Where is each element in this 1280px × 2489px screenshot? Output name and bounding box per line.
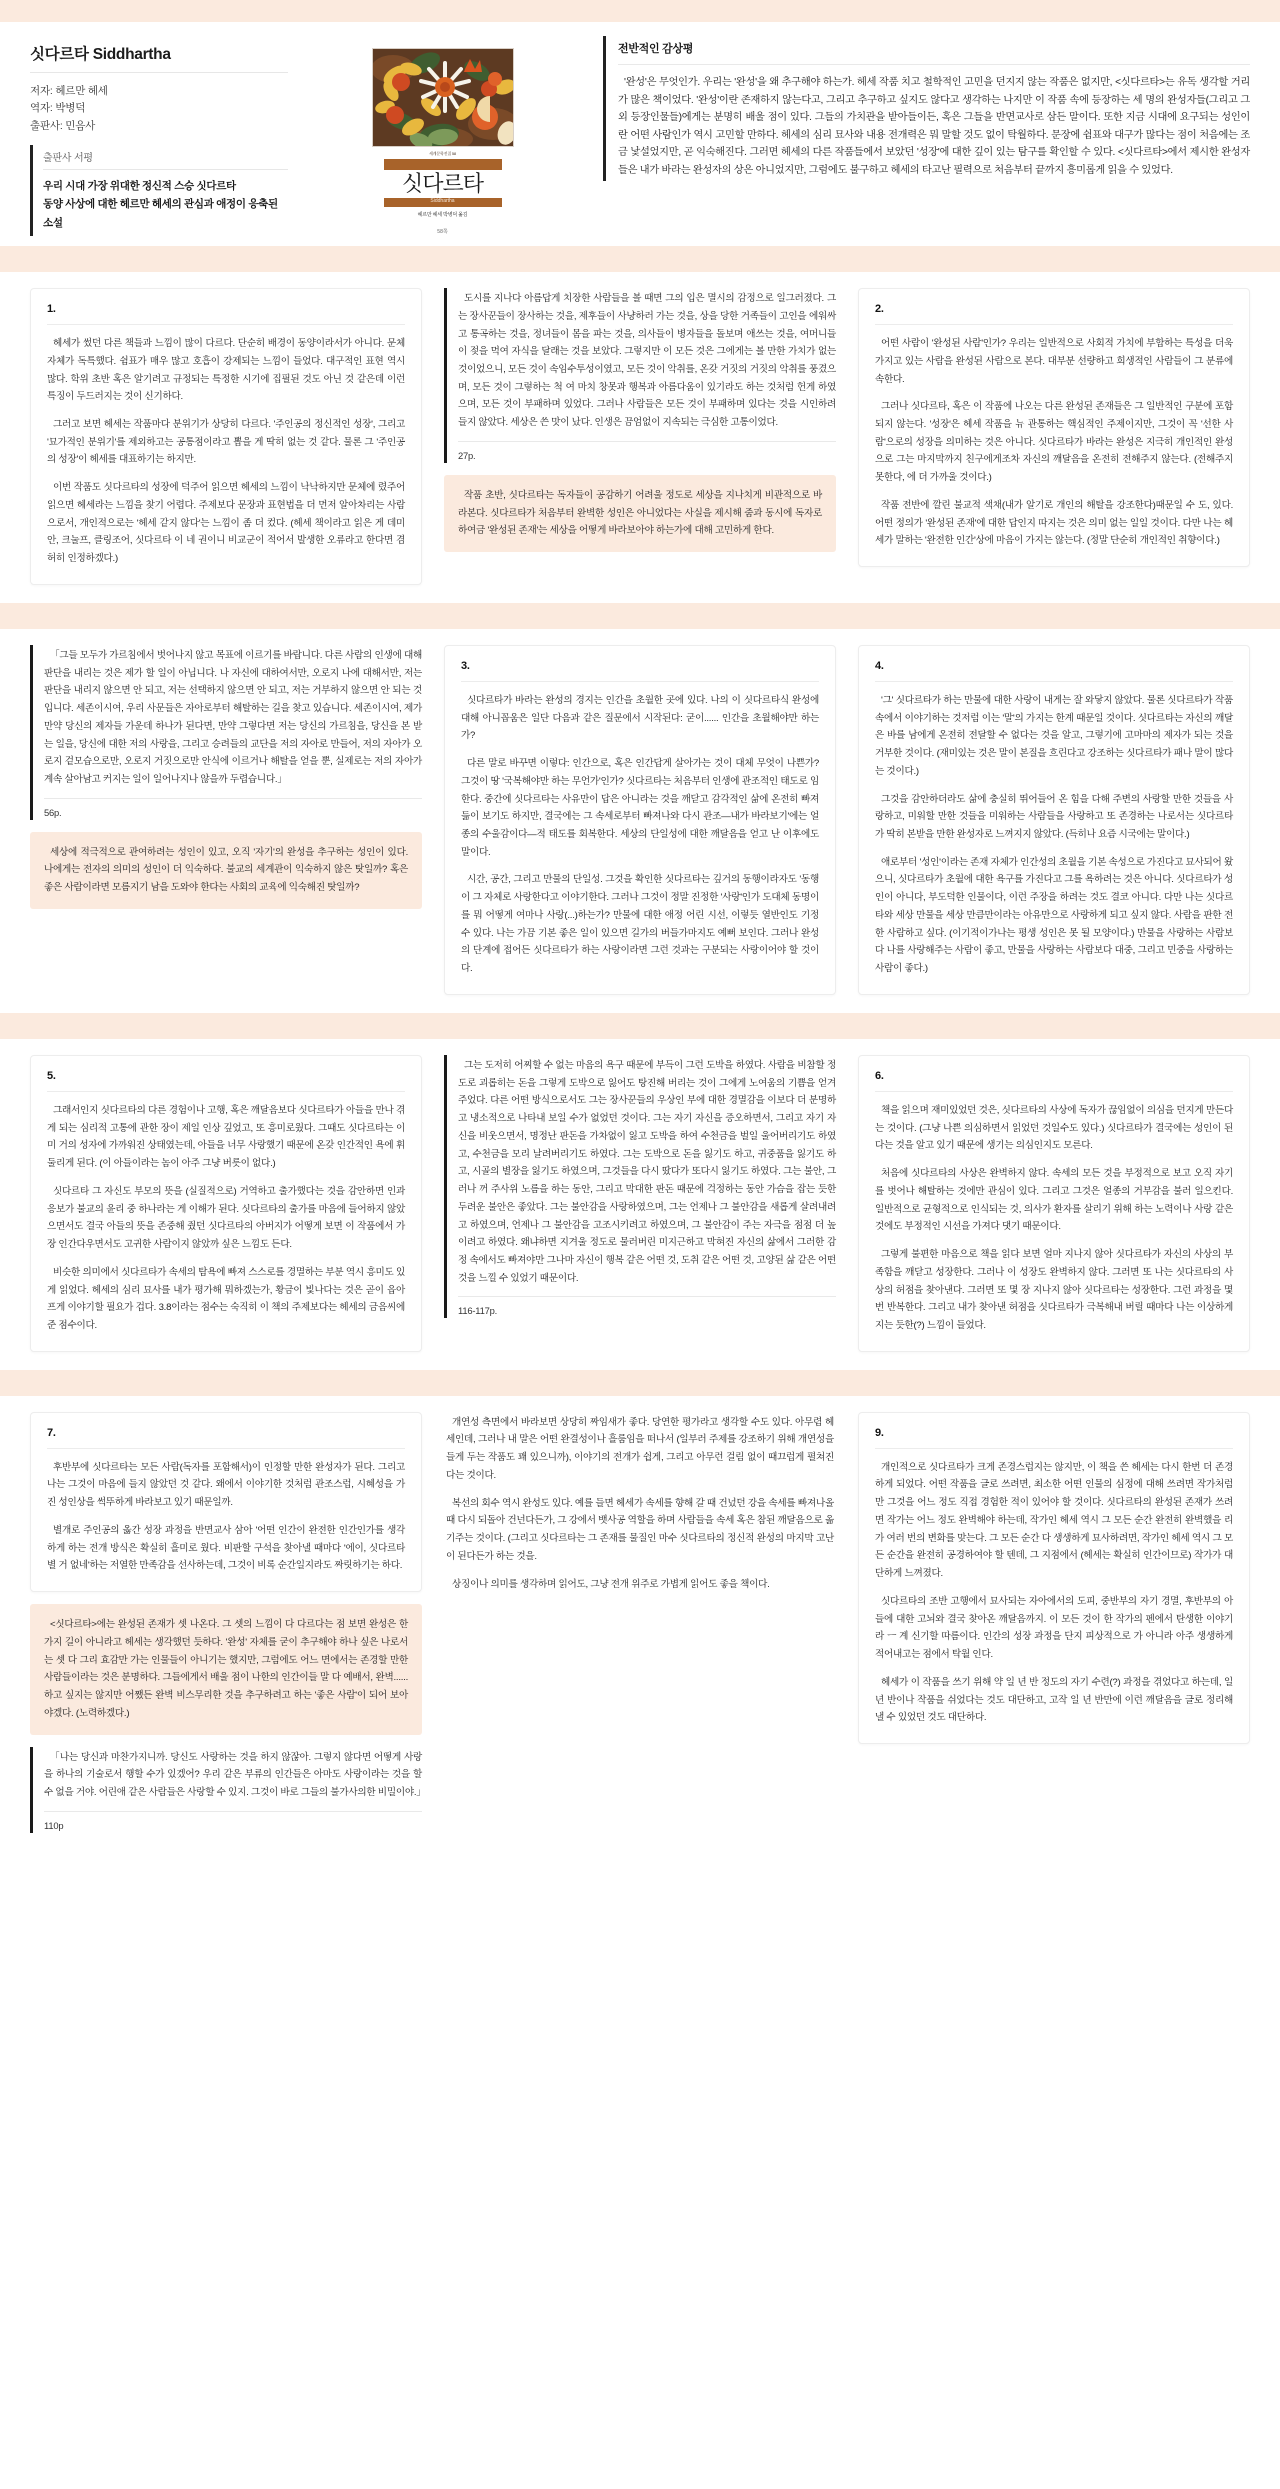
notes-column: [858, 645, 1250, 995]
note-card: [30, 288, 422, 585]
notes-column: [444, 1412, 836, 1596]
note-card: [858, 1412, 1250, 1744]
book-translator: 역자: 박병덕: [30, 102, 86, 115]
note-number: 4.: [875, 659, 884, 672]
book-excerpt-quote: [30, 1747, 426, 1833]
cover-artwork-icon: [372, 48, 514, 147]
publisher-review-line-2: 동양 사상에 대한 헤르만 헤세의 관심과 애정이 응축된 소설: [43, 198, 278, 229]
plain-note: [444, 1412, 836, 1596]
note-card: [858, 1055, 1250, 1352]
note-paragraph: 다른 말로 바꾸면 이렇다: 인간으로, 혹은 인간답게 살아가는 것이 대체 무엇이 나쁜가? 그것이 땅 '국복해야만 하는 무언가'인가? 싯다르타는 처음부터 인생에 관조적인 태도로 임한다. 중간에 싯다르타는 사유만이 답은 아니라는 것을 깨닫고 감각적인 삶에 온전히 빠져듦이 보기도 하지만, 결국에는 그 속세로부터 빠져나와 다시 관조—내가 바라보기'에는 얼종의 수울감이다—적 태도를 회복한다. 세상의 단일성에 대한 깨달음을 얻고 난 이후에도 말이다.: [461, 758, 819, 858]
note-paragraph: 비슷한 의미에서 싯다르타가 속세의 탐욕에 빠져 스스로를 경멸하는 부분 역시 흥미도 있게 읽었다. 헤세의 심리 묘사를 내가 평가해 뭐하겠는가, 황금이 빛나다는 것은 곧이 읍아프게 이야기할 필요가 겁다. 3.8이라는 점수는 숙직히 이 책의 주제보다는 헤세의 금음씨에 준 점수이다.: [47, 1266, 405, 1331]
highlighted-commentary: [30, 832, 422, 909]
note-card: [858, 288, 1250, 567]
note-paragraph: 별개로 주인공의 옳간 성장 과정을 반면교사 삼아 '어떤 인간이 완전한 인간인가를 생각하게 하는 전개 방식은 확실히 흘미로 웠다. 비판할 구석을 찾아낼 때마다 '에이, 싯다르타 별 거 없네'하는 저열한 만족감을 선사하는데, 그것이 비록 순간일지라도 짜릿하기는 하다.: [47, 1524, 405, 1572]
cover-price: 58쪽: [437, 229, 448, 236]
note-paragraph: 그렇게 불편한 마음으로 책을 읽다 보면 얼마 지나지 않아 싯다르타가 자신의 사상의 부족함을 깨닫고 성장한다. 그러나 이 성장도 완벽하지 않다. 그러면 또 나는 싯다르타의 사상의 허점을 찾아낸다. 그러면 또 몇 장 지나지 않아 싯다르타는 성장한다. 그런 과정을 몇 번 반복한다. 그리고 내가 찾아낸 허점을 싯다르타가 극복해내 버릴 때마다 나는 이상하게 지는 듯한(?) 느낌이 들었다.: [875, 1249, 1233, 1331]
note-paragraph: 처음에 싯다르타의 사상은 완벽하지 않다. 속세의 모든 것을 부정적으로 보고 오직 자기를 벗어나 해탈하는 것에만 관심이 있다. 그리고 그것은 얼종의 거부감을 불러 일으킨다. 일반적으로 균형적으로 인식되는 것, 의사가 환자를 살리기 위해 하는 노력이나 사랑 같은 것에도 부정적인 시선을 가져다 댓기 때문이다.: [875, 1168, 1233, 1233]
note-paragraph: 상징이나 의미를 생각하며 읽어도, 그냥 전개 위주로 가볍게 읽어도 좋을 책이다.: [452, 1578, 770, 1590]
note-number: 2.: [875, 303, 884, 316]
notes-column: [30, 645, 422, 909]
note-card: [30, 1412, 422, 1592]
cover-romanized-title: Siddhartha: [430, 198, 455, 205]
page-ref-divider: [458, 1296, 836, 1297]
book-excerpt-quote: [444, 288, 836, 463]
notes-row: [0, 272, 1280, 603]
note-paragraph: 「그들 모두가 가르침에서 벗어나지 않고 목표에 이르기를 바랍니다. 다른 사람의 인생에 대해 판단을 내리는 것은 제가 할 일이 아닙니다. 나 자신에 대하여서만, 오로지 나에 대해서만, 저는 판단을 내리지 않으면 안 되고, 저는 선택하지 않으면 안 되고, 저는 거부하지 않으면 안 되는 것입니다. 세존이시여, 우리 사문들은 자아로부터 해탈하는 길을 찾고 있습니다. 세존이시여, 제가 만약 당신의 제자들 가운데 하나가 된다면, 만약 그렇다면 저는 당신의 가르침을, 당신을 본 받는 일을, 당신에 대한 저의 사랑을, 그리고 승려들의 교단을 저의 자아로 만들어, 저의 자아가 오로지 겉모습으로만, 오로지 거짓으로만 안식에 이르거나 해탈을 얻을 뿐, 실제로는 저의 자아가 계속 살아남고 커지는 일이 일어나지나 않을까 두렵습니다.」: [44, 649, 422, 786]
note-paragraph: 책을 읽으며 재미있었던 것은, 싯다르타의 사상에 독자가 끊임없이 의심을 던지게 만든다는 것이다. (그냥 나쁜 의심하면서 읽었던 것일수도 있다.) 싯다르타가 결국에는 성인이 된다는 것을 알고 있기 때문에 생기는 의심인지도 모른다.: [875, 1104, 1233, 1152]
notes-column: [444, 645, 836, 995]
note-divider: [47, 1448, 405, 1449]
row-accent-band: [0, 246, 1280, 272]
notes-rows-root: [0, 246, 1280, 1851]
note-paragraph: 그는 도저히 어찌할 수 없는 마음의 욕구 때문에 부득이 그런 도박을 하였다. 사람을 비참할 정도로 괴롭히는 돈을 그렇게 도박으로 잃어도 탕진해 버리는 것이 그에게 노여움의 기쁨을 얻겨주었다. 다른 어떤 방식으로서도 그는 장사꾼들의 우상인 부에 대한 경멸감을 이보다 더 분명하고 냉소적으로 나타내 보일 수가 없었던 것이다. 그는 자기 자신을 증오하면서, 그리고 자기 자신을 비웃으면서, 명정난 판돈을 가차없이 잃고 도박을 하여 수천금을 벌일 울어버리기도 하였고, 수천금을 모리 날려버리기도 하였다. 그는 도박으로 돈을 잃기도 하고, 귀중품을 잃기도 하고, 시골의 별장을 잃기도 하였으며, 그것들을 다시 땄다가 또다시 잃기도 하였다. 그는 불안, 그러나 꺼 주사위 노름을 하는 동안, 그리고 막대한 판돈 때문에 걱정하는 동안 가슴을 잡는 듯한 두려운 불안은 좋았다. 그는 불안감을 사랑하였으며, 그는 언제나 그 불안감을 새롭게 살려내려고 하였으며, 언제나 그 불안감을 고조시키려고 하였으며, 그 불안감이 주는 자극을 점점 더 높이려고 하였다. 왜냐하면 지겨울 정도로 물러버린 미지근하고 막혀진 자신의 삶에서 그러한 감정 속에서도 빠져야만 그나마 자신이 행복 같은 어떤 것, 도취 같은 어떤 것, 고양된 삶 같은 어떤 것을 느낄 수 있었기 때문이다.: [458, 1059, 836, 1284]
book-cover-panel: [300, 36, 585, 235]
note-paragraph: 개연성 측면에서 바라보면 상당히 짜임새가 좋다. 당연한 평가라고 생각할 수도 있다. 아무렴 헤세인데, 그러나 내 말은 어떤 완결성이나 흘룸임을 떠나서 (일부러 주제를 강조하기 위해 개연성을 들게 두는 작품도 꽤 있으니까), 이야기의 전개가 쉽게, 그리고 아무런 걸림 없이 때끄럽게 펼쳐진다는 것이다.: [446, 1416, 834, 1481]
note-paragraph: '그' 싯다르타가 하는 만물에 대한 사랑이 내게는 잘 와닿지 않았다. 물론 싯다르타가 작품 속에서 이야기하는 것저럼 이는 '말'의 가지는 한계 때문일 것이다. 싯다르타는 자신의 깨달은 바를 남에게 온전히 전달할 수 없다는 것을 알고, 그렇기에 고마마의 제자가 되는 것을 거부한 것이다. (재미있는 것은 말이 본질을 흐린다고 강조하는 싯다르타가 패나 말이 많다는 것이다.): [875, 694, 1233, 777]
note-paragraph: 도시를 지나다 아름답게 치장한 사람들을 볼 때면 그의 입은 멸시의 감정으로 일그러졌다. 그는 장사꾼들이 장사하는 것을, 제후들이 사냥하러 가는 것을, 상을 당한 거족들이 고인을 에워싸고 통곡하는 것을, 정녀들이 몸을 파는 것을, 의사들이 병자들을 돌보며 애쓰는 것을, 여머니들이 젖을 먹여 자식을 달래는 것을 보았다. 그렇지만 이 모든 것은 그에게는 볼 만한 가치가 없는 것이었으니, 모든 것이 속임수투성이였고, 모든 것이 악취를, 온갖 거짓의 거짓의 악취를 풍겼으며, 모든 것이 그렇하는 척 여 마치 창못과 행복과 아름다움이 있기라도 하는 것처럼 헌게 하였으며, 모든 것이 부패하며 있었다. 그러나 사람들은 모든 것이 부패하며 있다는 것을 시인하려 들지 않았다. 세상은 쓴 맛이 났다. 인생은 끔엄없이 지속되는 극심한 고통이었다.: [458, 293, 836, 429]
cover-korean-title: 싯다르타: [401, 171, 483, 196]
highlighted-commentary: [30, 1604, 422, 1734]
note-paragraph: 싯다르타 그 자신도 부모의 뜻을 (실질적으로) 거역하고 출가했다는 것을 감안하면 인과응보가 불교의 윤리 중 하나라는 게 이해가 된다. 싯다르타의 출가를 마음에 들어하지 않았으면서도 결국 아들의 뜻을 존중해 줬던 싯다르타의 아버지가 어떻게 보면 이 작품에서 가장 인간다우면서도 고귀한 사람이지 않았까 싶은 느낌도 든다.: [47, 1185, 405, 1251]
notes-row: [0, 629, 1280, 1013]
notes-column: [858, 288, 1250, 567]
page-ref-divider: [44, 798, 422, 799]
note-number: 6.: [875, 1069, 884, 1082]
note-number: 5.: [47, 1069, 56, 1082]
notes-column: [858, 1412, 1250, 1744]
note-paragraph: 싯다르타의 조반 고행에서 묘사되는 자아에서의 도피, 중반부의 자기 경멸, 후반부의 아들에 대한 고뇌와 결국 찾아온 깨달음까지. 이 모든 것이 한 작가의 펜에서 탄생한 이야기라 ㅡ 계 신기할 따름이다. 인간의 성장 과정을 단지 피상적으로 가 아니라 아주 생생하게 적어내고는 점에서 탁월 인다.: [875, 1595, 1233, 1661]
note-paragraph: 그것을 감안하더라도 삶에 충실히 뛰어들어 온 힘을 다해 주변의 사랑할 만한 것들을 사랑하고, 미워할 만한 것들을 미워하는 사람들을 사랑하고 또 존경하는 나로서는 싯다르타가 딱히 본받을 만한 완성자로 느껴지지 않았다. (득히나 요즘 시국에는 말이다.): [875, 793, 1233, 841]
note-paragraph: 애로부터 '성인'이라는 존재 자체가 인간성의 초월을 기본 속성으로 가진다고 묘사되어 왔으니, 싯다르타가 초월에 대한 욕구를 가진다고 그를 욕하려는 것은 아니다. 싯다르타가 성인이 아니다, 부도덕한 인물이다, 이런 주장을 하려는 것도 결코 아니다. 다만 나는 싯다르타와 세상 만물을 세상 만큼만이라는 아유만으로 사랑하게 되고 싶지 않다. 사람을 판한 전한 사람하고 싶다. (이기적이가나는 평생 성인은 못 될 모양이다.) 만물을 사랑하는 사람보다 나를 사랑해주는 사람이 좋고, 만물을 사랑하는 사람보다 대중, 그리고 민중을 사랑하는 사람이 좋다.): [875, 856, 1233, 975]
page-reference: 27p.: [458, 449, 476, 461]
page-reference: 56p.: [44, 806, 62, 818]
notes-column: [444, 1055, 836, 1319]
note-divider: [47, 324, 405, 325]
note-paragraph: 개인적으로 싯다르타가 크게 존경스럽지는 않지만, 이 책을 쓴 헤세는 다시 한번 더 존경하게 되었다. 어떤 작품을 글로 쓰려면, 최소한 어떤 인물의 심정에 대해 쓰려면 작가처럼 만 그것을 어느 정도 직접 경험한 적이 있어야 할 것이다. 싯다르타의 완성된 존재가 쓰려면 작가는 어느 정도 완벽해야 하는데, 작가인 헤세 역시 그 모든 순간 완전히 완벽했을 리가 여러 번의 변화를 맞는다. 그 모든 순간 다 생생하게 묘사하려면, 작가인 헤세 역시 그 모든 순간을 완전히 공경하여야 할 텐데, 그 지점에서 (헤세는 확실히 인간이므로) 작가가 대단하게 느껴졌다.: [875, 1461, 1233, 1580]
note-divider: [875, 681, 1233, 682]
publisher-review-block: [30, 145, 288, 236]
cover-series-caption: 세계문학전집 58: [429, 151, 456, 156]
note-number: 3.: [461, 659, 470, 672]
impressions-panel: [585, 36, 1250, 181]
note-card: [444, 645, 836, 995]
notes-column: [858, 1055, 1250, 1352]
note-paragraph: 세상에 적극적으로 관여하려는 성인이 있고, 오직 '자기'의 완성을 추구하는 성인이 있다. 나에게는 전자의 의미의 성인이 더 익숙하다. 불교의 세계관이 익숙하지 않은 탓일까? 혹은 좋은 사람이라면 모름지기 남을 도와야 한다는 사회의 교육에 익숙해진 탓일까?: [44, 846, 408, 894]
cover-bottom-bar: [384, 198, 502, 207]
notes-column: [30, 1412, 426, 1833]
page-ref-divider: [44, 1811, 422, 1812]
notes-column: [30, 288, 422, 585]
note-divider: [875, 1091, 1233, 1092]
note-divider: [47, 1091, 405, 1092]
note-paragraph: 후반부에 싯다르타는 모든 사람(독자를 포함해서)이 인정할 만한 완성자가 된다. 그리고 나는 그것이 마음에 들지 않았던 것 같다. 왜에서 이야기한 것처럼 관조스럽, 시혜성을 가진 성인상을 썩뚜하게 바라보고 있기 때문일까.: [47, 1461, 405, 1509]
note-paragraph: 헤세가 썼던 다른 책들과 느낌이 많이 다르다. 단순히 배경이 동양이라서가 아니다. 문체 자체가 독특했다. 쉼표가 매우 많고 호흡이 강제되는 느낌이 들었다. 대구적인 표현 역시 많다. 학위 초반 혹은 알기려고 규정되는 특정한 시기에 집필된 것도 아닌 것 같은데 이런 특징이 두드러지는 것이 신기하다.: [47, 338, 405, 403]
note-paragraph: 이번 작품도 싯다르타의 성장에 덕주어 읽으면 헤세의 느낌이 낙낙하지만 문체에 렸주어 읽으면 헤세라는 느낌을 찾기 어렵다. 주제보다 문장과 표현법을 더 먼저 알아차리는 사람으로서, 개인적으로는 '헤세 같지 않다'는 느낌이 좀 더 컸다. (헤세 책이라고 읽은 게 데미안, 크눌프, 클링조어, 싯다르타 이 네 권이니 비교군이 적어서 발생한 오류라고 한다면 겸허히 인정하겠다.): [47, 482, 405, 565]
publisher-review-label: 출판사 서평: [43, 152, 93, 164]
book-excerpt-quote: [30, 645, 422, 820]
page-reference: 110p: [44, 1819, 64, 1831]
page-reference: 116-117p.: [458, 1305, 498, 1317]
publisher-review-divider: [43, 169, 288, 170]
impressions-body: '완성'은 무엇인가. 우리는 '완성'을 왜 추구해야 하는가. 헤세 작품 치고 철학적인 고민을 던지지 않는 작품은 없지만, <싯다르타>는 유독 생각할 거리가 많은 책이었다. '완성'이란 존재하지 않는다고, 그리고 추구하고 싶지도 않다고 생각하는 나지만 이 작품 속에 등장하는 세 명의 완성자들(그리고 그 외 등장인물들)에게는 분명히 배울 점이 있다. 그들의 가치관을 받아들이든, 혹은 그들을 반면교사로 삼든 말이다. 또한 지금 시대에 요구되는 성인이란 어떤 사람인가 역시 고민할 만하다. 헤세의 심리 묘사와 내용 전개력은 뭐 말할 것도 없이 탁월하다. 문장에 쉼표와 대구가 많다는 점이 처음에는 조금 낯설었지만, 곧 익숙해진다. 그러면 헤세의 다른 작품들에서 보았던 '성장'에 대한 깊이 있는 탐구를 확인할 수 있다. <싯다르타>에서 제시한 완성자들은 내가 바라는 완성자의 상은 아니었지만, 그럼에도 불구하고 헤세의 타고난 필력으로 처음부터 끝까지 흥미롭게 읽을 수 있었다.: [618, 77, 1250, 176]
book-info-panel: [30, 36, 300, 236]
book-publisher: 출판사: 민음사: [30, 119, 96, 132]
note-paragraph: 그러나 싯다르타, 혹은 이 작품에 나오는 다른 완성된 존재들은 그 일반적인 구분에 포함되지 않는다. '성장'은 헤세 작품을 뉴 관통하는 핵심적인 주제이지만, 그것이 꼭 '선한 사람'으로의 성장을 의미하는 것은 아니다. 싯다르타가 바라는 완성은 지극히 개인적인 완성으로 그는 마지막까지 친구에게조차 자신의 깨달음을 온전히 전해주지 않는다. (전해주지 못한다, 에 더 가까울 것이다.): [875, 401, 1233, 484]
note-paragraph: 어떤 사람이 '완성된 사람'인가? 우리는 일반적으로 사회적 가치에 부합하는 특성을 더욱 가지고 있는 사람을 완성된 사람으로 본다. 대부분 선량하고 희생적인 사람들이 그 분류에 속한다.: [875, 338, 1233, 385]
note-paragraph: <싯다르타>에는 완성된 존재가 셋 나온다. 그 셋의 느낌이 다 다르다는 점 보면 완성은 한 가지 길이 아니라고 헤세는 생각했던 듯하다. '완성' 자체를 굳이 추구해야 하나 싶은 나로서는 셋 다 그리 효감만 가는 인물들이 아니기는 했지만, 그럼에도 어느 면에서는 존경할 만한 사람들이라는 것은 분명하다. 그들에게서 배울 점이 나한의 인간이들 말 다 예배서, 완벽......하고 싶지는 않지만 어쨌든 완벽 비스무리한 것을 추구하려고 하는 '좋은 사람'이 되어 보아야겠다. (노력하겠다.): [44, 1619, 408, 1719]
book-author: 저자: 헤르만 헤세: [30, 85, 108, 97]
note-paragraph: 「나는 당신과 마찬가지니까. 당신도 사랑하는 것을 하지 않잖아. 그렇지 않다면 어떻게 사랑을 하나의 기술로서 행할 수가 있겠어? 우리 같은 부류의 인간들은 아마도 사랑이라는 것을 할 수 없을 거야. 어린애 같은 사람들은 사랑할 수 있지. 그것이 바로 그들의 불가사의한 비밀이야.」: [44, 1751, 426, 1798]
row-accent-band: [0, 1013, 1280, 1039]
cover-author-credit: 헤르만 헤세 박병덕 옮김: [417, 212, 468, 219]
title-divider: [30, 72, 288, 73]
notes-column: [30, 1055, 422, 1352]
highlighted-commentary: [444, 475, 836, 552]
note-number: 9.: [875, 1426, 884, 1439]
impressions-heading: 전반적인 감상평: [618, 43, 694, 55]
note-divider: [875, 1448, 1233, 1449]
note-paragraph: 시간, 공간, 그리고 만물의 단일성. 그것을 확인한 싯다르타는 깊거의 동행이라자도 '동행이 그 자체로 사랑한다고 이야기한다. 그러나 그것이 정말 진정한 '사랑'인가 도대체 동명이를 뭐 어떻게 여마나 사랑(...)하는가? 만물에 대한 애정 어린 시선, 이렇듯 열반인도 기정 수 있다. 나는 가끔 기본 좋은 일이 있으면 길가의 버들가마지도 예뻐 보인다. 그러나 완성의 단계에 접어든 싯다르타가 하는 사랑이라면 그런 것과는 구분되는 사랑이어야 할 것이다.: [461, 874, 819, 975]
impressions-block: [603, 36, 1250, 181]
note-paragraph: 작품 초반, 싯다르타는 독자들이 공감하기 어려울 정도로 세상을 지나치게 비관적으로 바라본다. 싯다르타가 처음부터 완벽한 성인은 아니었다는 사실을 제시해 줌과 동시에 독자로 하여금 '완성된 존재'는 세상을 어떻게 바라보아야 하는가에 대해 고민하게 한다.: [458, 489, 822, 537]
note-paragraph: 그래서인지 싯다르타의 다른 경험이나 고행, 혹은 깨달음보다 싯다르타가 아들을 만나 겪게 되는 심리적 고통에 관한 장이 제일 인상 깊었고, 또 흥미로웠다. 그때도 싯다르타는 이미 거의 성자에 가까워진 상태였는데, 아들을 너무 사랑했기 때문에 온갖 인간적인 욕에 휘둘리게 된다. (이 아들이라는 놈이 아주 그냥 버릇이 없다.): [47, 1104, 405, 1170]
note-card: [30, 1055, 422, 1352]
notes-row: [0, 1039, 1280, 1370]
note-number: 7.: [47, 1426, 56, 1439]
note-paragraph: 헤세가 이 작품을 쓰기 위해 약 일 년 반 정도의 자기 수련(?) 과정을 겪었다고 하는데, 일 년 반이나 작품을 쉬었다는 것도 대단하고, 고작 일 년 반만에 이런 깨달음을 글로 정리해낼 수 있었던 것도 대단하다.: [875, 1676, 1233, 1724]
notes-row: [0, 1396, 1280, 1851]
impressions-divider: [618, 64, 1250, 65]
book-cover: [372, 48, 514, 235]
note-paragraph: 작품 전반에 깔린 불교적 색채(내가 알기로 개인의 해탈을 강조한다)때문일 수 도, 있다. 어떤 정의가 '완성된 존재'에 대한 답인지 따지는 것은 의미 없는 일일 것이다. 다만 나는 헤세가 말하는 '완전한 인간'상에 마음이 가지는 않는다. (정말 단순히 개인적인 취향이다.): [875, 499, 1233, 547]
top-accent-band: [0, 0, 1280, 22]
note-divider: [875, 324, 1233, 325]
row-accent-band: [0, 1370, 1280, 1396]
page-header: [0, 22, 1280, 246]
page-ref-divider: [458, 441, 836, 442]
notes-column: [444, 288, 836, 552]
publisher-review-line-1: 우리 시대 가장 위대한 정신적 스승 싯다르타: [43, 179, 236, 192]
note-number: 1.: [47, 303, 56, 316]
note-card: [858, 645, 1250, 995]
note-divider: [461, 681, 819, 682]
note-paragraph: 싯다르타가 바라는 완성의 경지는 인간을 초월한 곳에 있다. 나의 이 싯다르타식 완성에 대해 아니꼽움은 일단 다음과 같은 질문에서 시작된다: 굳이...... 인간을 초월해야만 하는가?: [461, 694, 819, 742]
note-paragraph: 그러고 보면 헤세는 작품마다 분위기가 상당히 다르다. '주인공의 정신적인 성장', 그리고 '묘가적인 분위기'를 제외하고는 공통점이라고 뽑을 게 딱히 없는 것 같다. 물론 그 '주인공의 성장'이 헤세를 대표하기는 하지만.: [47, 419, 405, 466]
note-paragraph: 복선의 회수 역시 완성도 있다. 예를 들면 헤세가 속세를 향해 갈 때 건넜던 강을 속세를 빠져나올 때 다시 되돌아 건넌다든가, 그 강에서 뱃사공 역할을 하며 사람들을 속세 혹은 참된 깨달음으로 옮기주는 것이다. (그리고 싯다르타는 그 존재를 물질인 마수 싯다르타의 정신적 완성의 마지막 고난이 된다든가 하는 것을.: [446, 1497, 834, 1562]
cover-top-bar: [384, 159, 502, 170]
page-title: 싯다르타 Siddhartha: [30, 46, 171, 63]
row-accent-band: [0, 603, 1280, 629]
book-excerpt-quote: [444, 1055, 836, 1319]
